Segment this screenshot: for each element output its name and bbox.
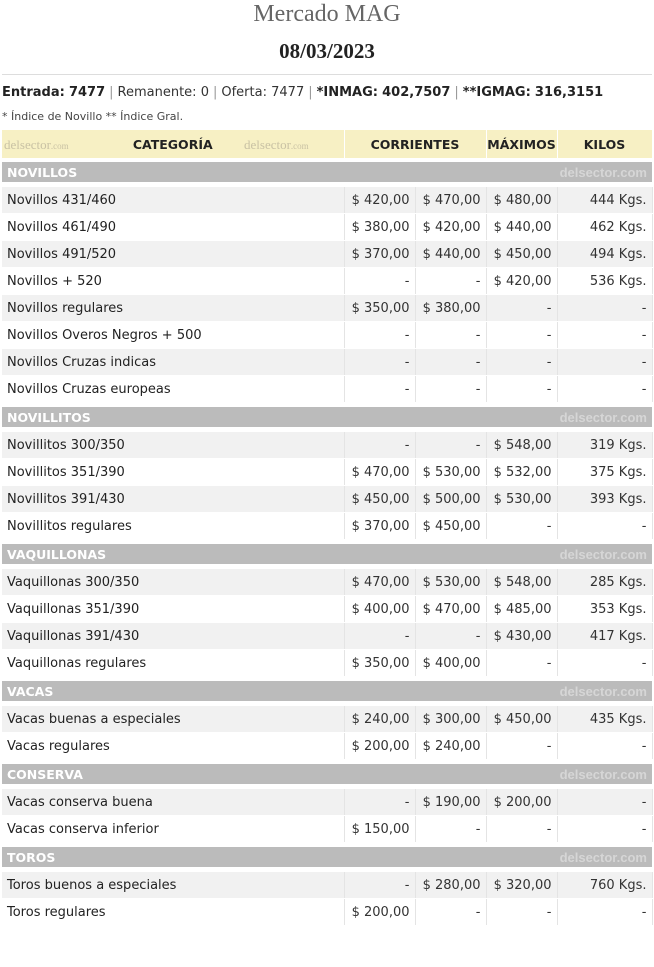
row-corriente-max: $ 470,00 bbox=[415, 596, 486, 623]
row-kilos: - bbox=[557, 816, 652, 843]
row-category: Novillos 461/490 bbox=[2, 214, 344, 241]
row-corriente-min: $ 150,00 bbox=[344, 816, 415, 843]
table-header bbox=[2, 130, 652, 158]
row-kilos: - bbox=[557, 513, 652, 540]
market-stats: Entrada: 7477 | Remanente: 0 | Oferta: 7477 | *INMAG: 402,7507 | **IGMAG: 316,3151 bbox=[2, 85, 604, 100]
row-kilos: - bbox=[557, 349, 652, 376]
row-category: Novillos Overos Negros + 500 bbox=[2, 322, 344, 349]
section-header bbox=[2, 162, 652, 183]
row-kilos: 462 Kgs. bbox=[557, 214, 652, 241]
row-maximo: $ 530,00 bbox=[486, 486, 557, 513]
row-maximo: $ 420,00 bbox=[486, 268, 557, 295]
row-corriente-max: $ 400,00 bbox=[415, 650, 486, 677]
oferta-label: Oferta: bbox=[221, 85, 267, 100]
row-corriente-min: - bbox=[344, 623, 415, 650]
row-kilos: - bbox=[557, 295, 652, 322]
section-title: TOROS bbox=[7, 849, 56, 865]
row-category: Novillos + 520 bbox=[2, 268, 344, 295]
section-watermark: delsector.com bbox=[559, 683, 647, 699]
row-category: Novillos 431/460 bbox=[2, 187, 344, 214]
row-category: Toros buenos a especiales bbox=[2, 872, 344, 899]
row-corriente-max: $ 240,00 bbox=[415, 733, 486, 760]
row-corriente-min: $ 350,00 bbox=[344, 650, 415, 677]
row-corriente-min: $ 370,00 bbox=[344, 513, 415, 540]
row-corriente-max: $ 450,00 bbox=[415, 513, 486, 540]
header-maximos: MÁXIMOS bbox=[486, 130, 557, 158]
row-corriente-min: - bbox=[344, 872, 415, 899]
prices-table bbox=[2, 130, 653, 926]
row-maximo: $ 320,00 bbox=[486, 872, 557, 899]
row-corriente-min: - bbox=[344, 376, 415, 403]
row-maximo: - bbox=[486, 322, 557, 349]
table-row bbox=[2, 214, 652, 241]
row-kilos: 444 Kgs. bbox=[557, 187, 652, 214]
table-body bbox=[2, 158, 652, 926]
row-corriente-max: - bbox=[415, 349, 486, 376]
section-header bbox=[2, 764, 652, 785]
row-category: Novillitos 300/350 bbox=[2, 432, 344, 459]
header-corrientes: CORRIENTES bbox=[344, 130, 486, 158]
row-category: Novillos 491/520 bbox=[2, 241, 344, 268]
row-kilos: 435 Kgs. bbox=[557, 706, 652, 733]
row-kilos: 536 Kgs. bbox=[557, 268, 652, 295]
row-maximo: $ 440,00 bbox=[486, 214, 557, 241]
row-corriente-max: $ 280,00 bbox=[415, 872, 486, 899]
row-maximo: $ 480,00 bbox=[486, 187, 557, 214]
row-category: Novillos Cruzas indicas bbox=[2, 349, 344, 376]
market-date: 08/03/2023 bbox=[279, 39, 375, 63]
row-corriente-max: $ 530,00 bbox=[415, 459, 486, 486]
header-categoria: delsector.com CATEGORÍA delsector.com bbox=[2, 130, 344, 158]
row-maximo: $ 200,00 bbox=[486, 789, 557, 816]
table-row bbox=[2, 569, 652, 596]
row-corriente-max: - bbox=[415, 268, 486, 295]
section-header bbox=[2, 407, 652, 428]
row-category: Vaquillonas 300/350 bbox=[2, 569, 344, 596]
header-watermark-right: delsector.com bbox=[244, 137, 309, 152]
row-corriente-max: - bbox=[415, 322, 486, 349]
row-corriente-min: - bbox=[344, 789, 415, 816]
row-corriente-min: - bbox=[344, 432, 415, 459]
row-maximo: - bbox=[486, 650, 557, 677]
table-row bbox=[2, 789, 652, 816]
page-title: Mercado MAG bbox=[253, 1, 401, 27]
row-kilos: - bbox=[557, 789, 652, 816]
row-corriente-min: - bbox=[344, 349, 415, 376]
row-corriente-min: $ 350,00 bbox=[344, 295, 415, 322]
index-note: * Índice de Novillo ** Índice Gral. bbox=[2, 110, 184, 123]
table-row bbox=[2, 650, 652, 677]
table-row bbox=[2, 187, 652, 214]
row-corriente-max: $ 440,00 bbox=[415, 241, 486, 268]
row-maximo: - bbox=[486, 295, 557, 322]
row-category: Novillitos 391/430 bbox=[2, 486, 344, 513]
row-maximo: - bbox=[486, 816, 557, 843]
row-maximo: $ 532,00 bbox=[486, 459, 557, 486]
table-row bbox=[2, 816, 652, 843]
table-row bbox=[2, 706, 652, 733]
entrada-label: Entrada: bbox=[2, 85, 65, 100]
row-category: Novillitos 351/390 bbox=[2, 459, 344, 486]
divider bbox=[2, 74, 652, 75]
row-maximo: $ 485,00 bbox=[486, 596, 557, 623]
row-category: Vaquillonas regulares bbox=[2, 650, 344, 677]
row-corriente-min: $ 470,00 bbox=[344, 569, 415, 596]
section-watermark: delsector.com bbox=[559, 849, 647, 865]
row-corriente-max: $ 190,00 bbox=[415, 789, 486, 816]
section-header bbox=[2, 544, 652, 565]
row-corriente-min: - bbox=[344, 268, 415, 295]
section-title: VACAS bbox=[7, 683, 54, 699]
section-watermark: delsector.com bbox=[559, 546, 647, 562]
row-category: Vaquillonas 351/390 bbox=[2, 596, 344, 623]
section-watermark: delsector.com bbox=[559, 409, 647, 425]
row-kilos: 319 Kgs. bbox=[557, 432, 652, 459]
row-corriente-min: $ 470,00 bbox=[344, 459, 415, 486]
row-kilos: - bbox=[557, 733, 652, 760]
row-category: Vacas regulares bbox=[2, 733, 344, 760]
row-corriente-max: $ 300,00 bbox=[415, 706, 486, 733]
row-corriente-min: $ 380,00 bbox=[344, 214, 415, 241]
table-row bbox=[2, 349, 652, 376]
row-corriente-max: - bbox=[415, 623, 486, 650]
inmag-value: 402,7507 bbox=[382, 85, 451, 100]
row-kilos: 417 Kgs. bbox=[557, 623, 652, 650]
row-maximo: $ 450,00 bbox=[486, 241, 557, 268]
row-corriente-max: $ 420,00 bbox=[415, 214, 486, 241]
row-category: Vacas conserva inferior bbox=[2, 816, 344, 843]
row-corriente-min: $ 200,00 bbox=[344, 899, 415, 926]
row-kilos: - bbox=[557, 322, 652, 349]
row-category: Novillitos regulares bbox=[2, 513, 344, 540]
row-maximo: - bbox=[486, 899, 557, 926]
row-corriente-min: $ 400,00 bbox=[344, 596, 415, 623]
row-maximo: $ 450,00 bbox=[486, 706, 557, 733]
row-corriente-max: - bbox=[415, 376, 486, 403]
section-watermark: delsector.com bbox=[559, 766, 647, 782]
row-corriente-max: - bbox=[415, 899, 486, 926]
row-corriente-min: $ 420,00 bbox=[344, 187, 415, 214]
table-row bbox=[2, 322, 652, 349]
row-maximo: - bbox=[486, 376, 557, 403]
row-kilos: 494 Kgs. bbox=[557, 241, 652, 268]
table-row bbox=[2, 295, 652, 322]
header-watermark-left: delsector.com bbox=[4, 137, 69, 152]
row-maximo: $ 548,00 bbox=[486, 569, 557, 596]
table-row bbox=[2, 596, 652, 623]
table-row bbox=[2, 872, 652, 899]
row-category: Vacas conserva buena bbox=[2, 789, 344, 816]
table-row bbox=[2, 623, 652, 650]
section-title: CONSERVA bbox=[7, 766, 83, 782]
row-corriente-max: - bbox=[415, 816, 486, 843]
section-title: NOVILLOS bbox=[7, 164, 78, 180]
row-maximo: $ 548,00 bbox=[486, 432, 557, 459]
row-kilos: 393 Kgs. bbox=[557, 486, 652, 513]
row-category: Toros regulares bbox=[2, 899, 344, 926]
row-kilos: 760 Kgs. bbox=[557, 872, 652, 899]
section-header bbox=[2, 847, 652, 868]
row-corriente-max: $ 380,00 bbox=[415, 295, 486, 322]
table-row bbox=[2, 376, 652, 403]
table-row bbox=[2, 241, 652, 268]
row-corriente-min: $ 450,00 bbox=[344, 486, 415, 513]
row-corriente-max: - bbox=[415, 432, 486, 459]
table-row bbox=[2, 432, 652, 459]
row-corriente-max: $ 470,00 bbox=[415, 187, 486, 214]
section-title: VAQUILLONAS bbox=[7, 546, 107, 562]
row-corriente-min: $ 200,00 bbox=[344, 733, 415, 760]
row-kilos: 353 Kgs. bbox=[557, 596, 652, 623]
igmag-label: **IGMAG: bbox=[462, 85, 531, 100]
row-maximo: - bbox=[486, 513, 557, 540]
section-header bbox=[2, 681, 652, 702]
row-kilos: 285 Kgs. bbox=[557, 569, 652, 596]
row-maximo: - bbox=[486, 733, 557, 760]
table-row bbox=[2, 268, 652, 295]
row-corriente-max: $ 530,00 bbox=[415, 569, 486, 596]
row-maximo: - bbox=[486, 349, 557, 376]
table-row bbox=[2, 733, 652, 760]
row-kilos: - bbox=[557, 899, 652, 926]
row-corriente-min: $ 240,00 bbox=[344, 706, 415, 733]
row-corriente-min: - bbox=[344, 322, 415, 349]
remanente-label: Remanente: bbox=[117, 85, 197, 100]
row-category: Novillos Cruzas europeas bbox=[2, 376, 344, 403]
table-row bbox=[2, 513, 652, 540]
section-watermark: delsector.com bbox=[559, 164, 647, 180]
igmag-value: 316,3151 bbox=[534, 85, 604, 100]
table-row bbox=[2, 459, 652, 486]
row-kilos: 375 Kgs. bbox=[557, 459, 652, 486]
row-kilos: - bbox=[557, 376, 652, 403]
remanente-value: 0 bbox=[200, 85, 209, 100]
row-corriente-max: $ 500,00 bbox=[415, 486, 486, 513]
row-maximo: $ 430,00 bbox=[486, 623, 557, 650]
oferta-value: 7477 bbox=[271, 85, 305, 100]
row-category: Vaquillonas 391/430 bbox=[2, 623, 344, 650]
table-row bbox=[2, 899, 652, 926]
table-row bbox=[2, 486, 652, 513]
header-kilos: KILOS bbox=[557, 130, 652, 158]
entrada-value: 7477 bbox=[68, 85, 106, 100]
inmag-label: *INMAG: bbox=[316, 85, 378, 100]
row-category: Vacas buenas a especiales bbox=[2, 706, 344, 733]
section-title: NOVILLITOS bbox=[7, 409, 91, 425]
row-corriente-min: $ 370,00 bbox=[344, 241, 415, 268]
row-category: Novillos regulares bbox=[2, 295, 344, 322]
row-kilos: - bbox=[557, 650, 652, 677]
